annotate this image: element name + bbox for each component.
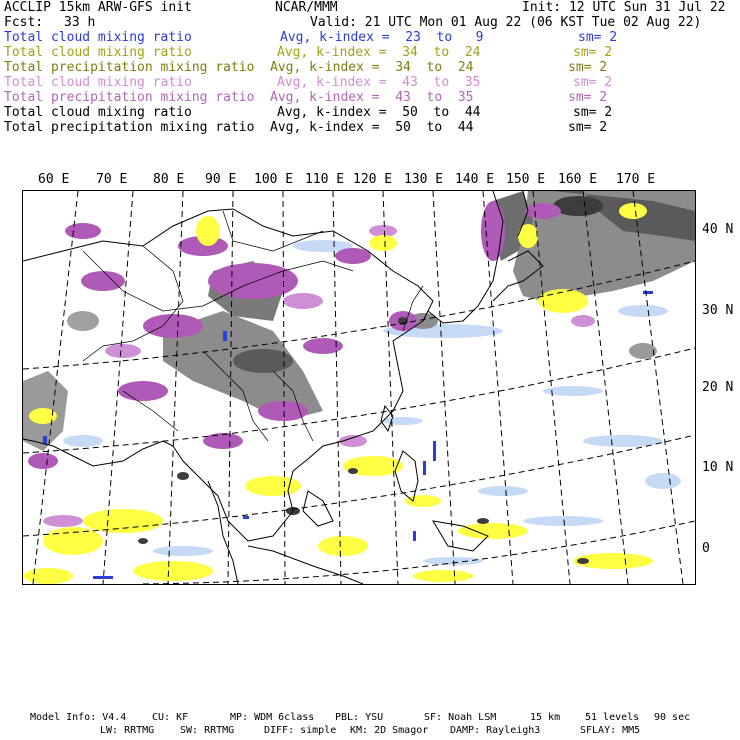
footer-item: SW: RRTMG: [180, 725, 235, 736]
longitude-label: 80 E: [153, 172, 185, 187]
footer-item: 15 km: [530, 712, 561, 723]
latitude-label: 30 N: [702, 303, 734, 318]
legend-sm: sm= 2: [578, 30, 618, 45]
map-panel: [22, 190, 696, 585]
blue-shading: [43, 291, 653, 579]
model-title: ACCLIP 15km ARW-GFS init: [4, 0, 192, 15]
legend-sm: sm= 2: [568, 120, 608, 135]
legend-field: Total cloud mixing ratio: [4, 75, 192, 90]
legend-avg: Avg, k-index = 34 to 24: [277, 45, 481, 60]
latitude-label: 0: [702, 541, 710, 556]
footer-item: Model Info: V4.4: [30, 712, 127, 723]
legend-field: Total precipitation mixing ratio: [4, 120, 255, 135]
footer-item: PBL: YSU: [335, 712, 384, 723]
legend-sm: sm= 2: [573, 75, 613, 90]
legend-sm: sm= 2: [573, 105, 613, 120]
org-label: NCAR/MMM: [275, 0, 338, 15]
footer-item: SFLAY: MM5: [580, 725, 641, 736]
legend-avg: Avg, k-index = 34 to 24: [270, 60, 474, 75]
legend-avg: Avg, k-index = 50 to 44: [270, 120, 474, 135]
legend-avg: Avg, k-index = 23 to 9: [280, 30, 484, 45]
legend-avg: Avg, k-index = 50 to 44: [277, 105, 481, 120]
longitude-label: 110 E: [305, 172, 345, 187]
footer-item: LW: RRTMG: [100, 725, 155, 736]
forecast-hours: 33 h: [64, 15, 96, 30]
valid-time: Valid: 21 UTC Mon 01 Aug 22 (06 KST Tue 02 Aug 22): [310, 15, 702, 30]
longitude-label: 130 E: [404, 172, 444, 187]
footer-item: 90 sec: [654, 712, 691, 723]
footer-item: CU: KF: [152, 712, 189, 723]
legend-avg: Avg, k-index = 43 to 35: [270, 90, 474, 105]
latitude-gridlines: [23, 261, 695, 584]
footer-item: MP: WDM 6class: [230, 712, 315, 723]
footer-item: SF: Noah LSM: [424, 712, 497, 723]
light-purple-shading: [43, 225, 595, 527]
longitude-label: 120 E: [353, 172, 393, 187]
longitude-label: 150 E: [506, 172, 546, 187]
longitude-label: 100 E: [254, 172, 294, 187]
init-time: Init: 12 UTC Sun 31 Jul 22: [522, 0, 726, 15]
legend-sm: sm= 2: [568, 90, 608, 105]
legend-field: Total precipitation mixing ratio: [4, 60, 255, 75]
longitude-label: 60 E: [38, 172, 70, 187]
legend-sm: sm= 2: [573, 45, 613, 60]
legend-field: Total cloud mixing ratio: [4, 45, 192, 60]
legend-field: Total cloud mixing ratio: [4, 30, 192, 45]
longitude-label: 70 E: [96, 172, 128, 187]
legend-field: Total precipitation mixing ratio: [4, 90, 255, 105]
latitude-label: 40 N: [702, 222, 734, 237]
latitude-label: 20 N: [702, 380, 734, 395]
forecast-label: Fcst:: [4, 15, 44, 30]
longitude-label: 160 E: [558, 172, 598, 187]
footer-item: 51 levels: [585, 712, 640, 723]
footer-item: DAMP: Rayleigh3: [450, 725, 541, 736]
legend-avg: Avg, k-index = 43 to 35: [277, 75, 481, 90]
footer-item: DIFF: simple: [264, 725, 337, 736]
longitude-label: 170 E: [616, 172, 656, 187]
longitude-label: 140 E: [455, 172, 495, 187]
legend-field: Total cloud mixing ratio: [4, 105, 192, 120]
map-canvas: [23, 191, 695, 584]
longitude-label: 90 E: [205, 172, 237, 187]
latitude-label: 10 N: [702, 460, 734, 475]
footer-item: KM: 2D Smagor: [350, 725, 429, 736]
legend-sm: sm= 2: [568, 60, 608, 75]
